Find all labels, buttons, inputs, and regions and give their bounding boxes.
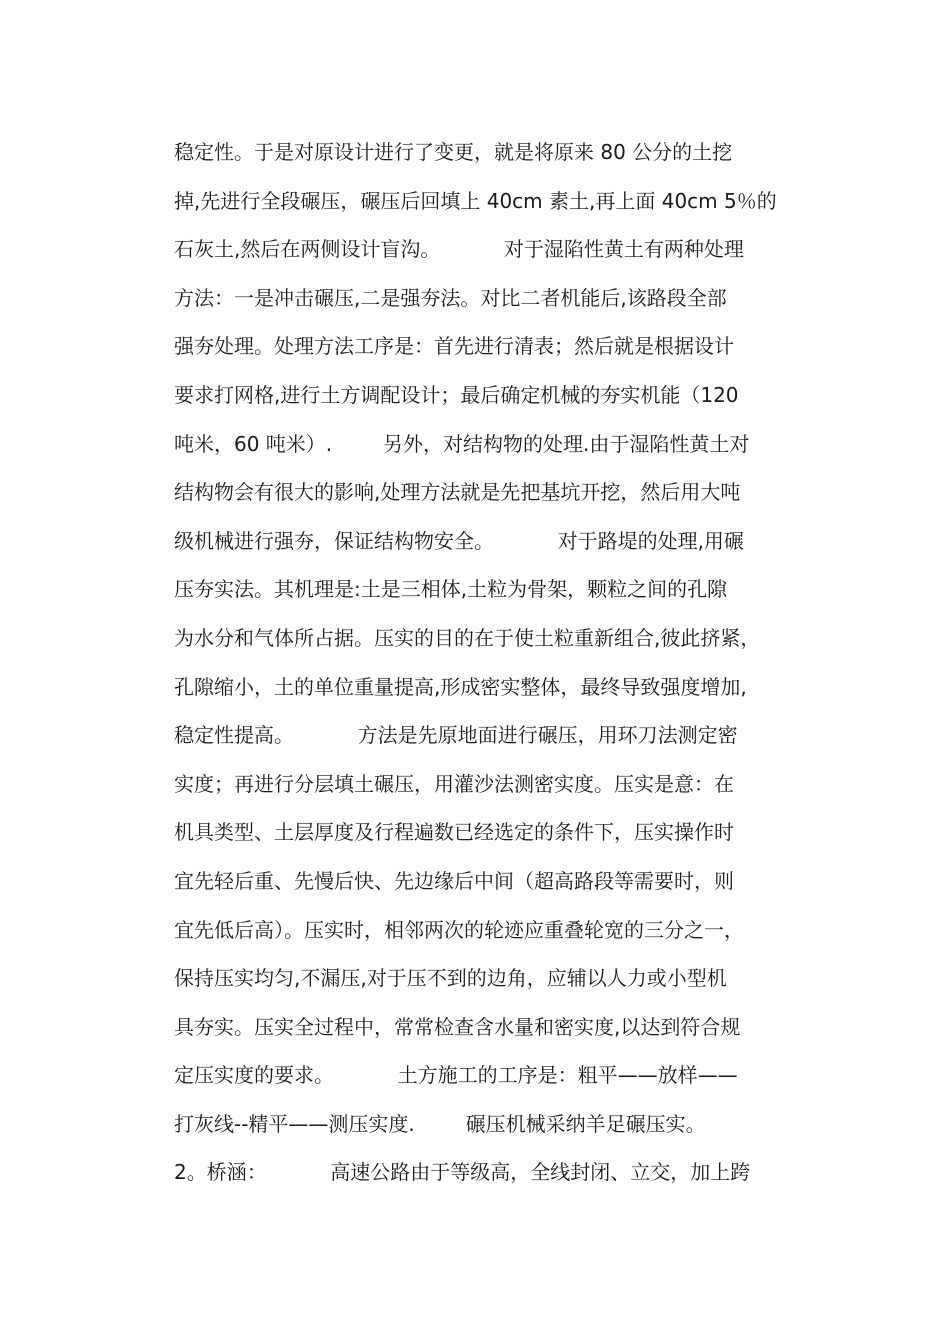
text-line: 打灰线--精平——测压实度. 碾压机械采纳羊足碾压实。 <box>174 1111 706 1136</box>
text-line: 要求打网格,进行土方调配设计；最后确定机械的夯实机能（120 <box>174 382 739 407</box>
text-line: 级机械进行强夯，保证结构物安全。 对于路堤的处理,用碾 <box>174 528 744 553</box>
text-line: 机具类型、土层厚度及行程遍数已经选定的条件下，压实操作时 <box>174 820 734 845</box>
text-line: 稳定性提高。 方法是先原地面进行碾压，用环刀法测定密 <box>174 723 738 748</box>
text-line: 保持压实均匀,不漏压,对于压不到的边角，应辅以人力或小型机 <box>174 966 727 991</box>
text-line: 定压实度的要求。 土方施工的工序是：粗平——放样—— <box>174 1063 738 1088</box>
text-line: 宜先轻后重、先慢后快、先边缘后中间（超高路段等需要时，则 <box>174 868 734 893</box>
text-line: 压夯实法。其机理是:土是三相体,土粒为骨架，颗粒之间的孔隙 <box>174 577 728 602</box>
text-line: 结构物会有很大的影响,处理方法就是先把基坑开挖，然后用大吨 <box>174 480 741 505</box>
text-line: 实度；再进行分层填土碾压，用灌沙法测密实度。压实是意：在 <box>174 771 734 796</box>
text-line: 石灰土,然后在两侧设计盲沟。 对于湿陷性黄土有两种处理 <box>174 237 744 262</box>
text-line: 方法：一是冲击碾压,二是强夯法。对比二者机能后,该路段全部 <box>174 285 727 310</box>
text-line: 2。桥涵： 高速公路由于等级高，全线封闭、立交，加上跨 <box>174 1160 751 1185</box>
text-line: 强夯处理。处理方法工序是：首先进行清表；然后就是根据设计 <box>174 334 734 359</box>
text-line: 宜先低后高）。压实时，相邻两次的轮迹应重叠轮宽的三分之一， <box>174 917 744 942</box>
text-line: 吨米，60 吨米）. 另外，对结构物的处理.由于湿陷性黄土对 <box>174 431 750 456</box>
document-body <box>174 128 824 1197</box>
text-line: 掉,先进行全段碾压，碾压后回填上 40cm 素土,再上面 40cm 5％的 <box>174 188 777 213</box>
text-line: 孔隙缩小，土的单位重量提高,形成密实整体，最终导致强度增加, <box>174 674 747 699</box>
text-line: 为水分和气体所占据。压实的目的在于使土粒重新组合,彼此挤紧， <box>174 625 761 650</box>
text-line: 具夯实。压实全过程中，常常检查含水量和密实度,以达到符合规 <box>174 1014 741 1039</box>
text-line: 稳定性。于是对原设计进行了变更，就是将原来 80 公分的土挖 <box>174 140 733 164</box>
